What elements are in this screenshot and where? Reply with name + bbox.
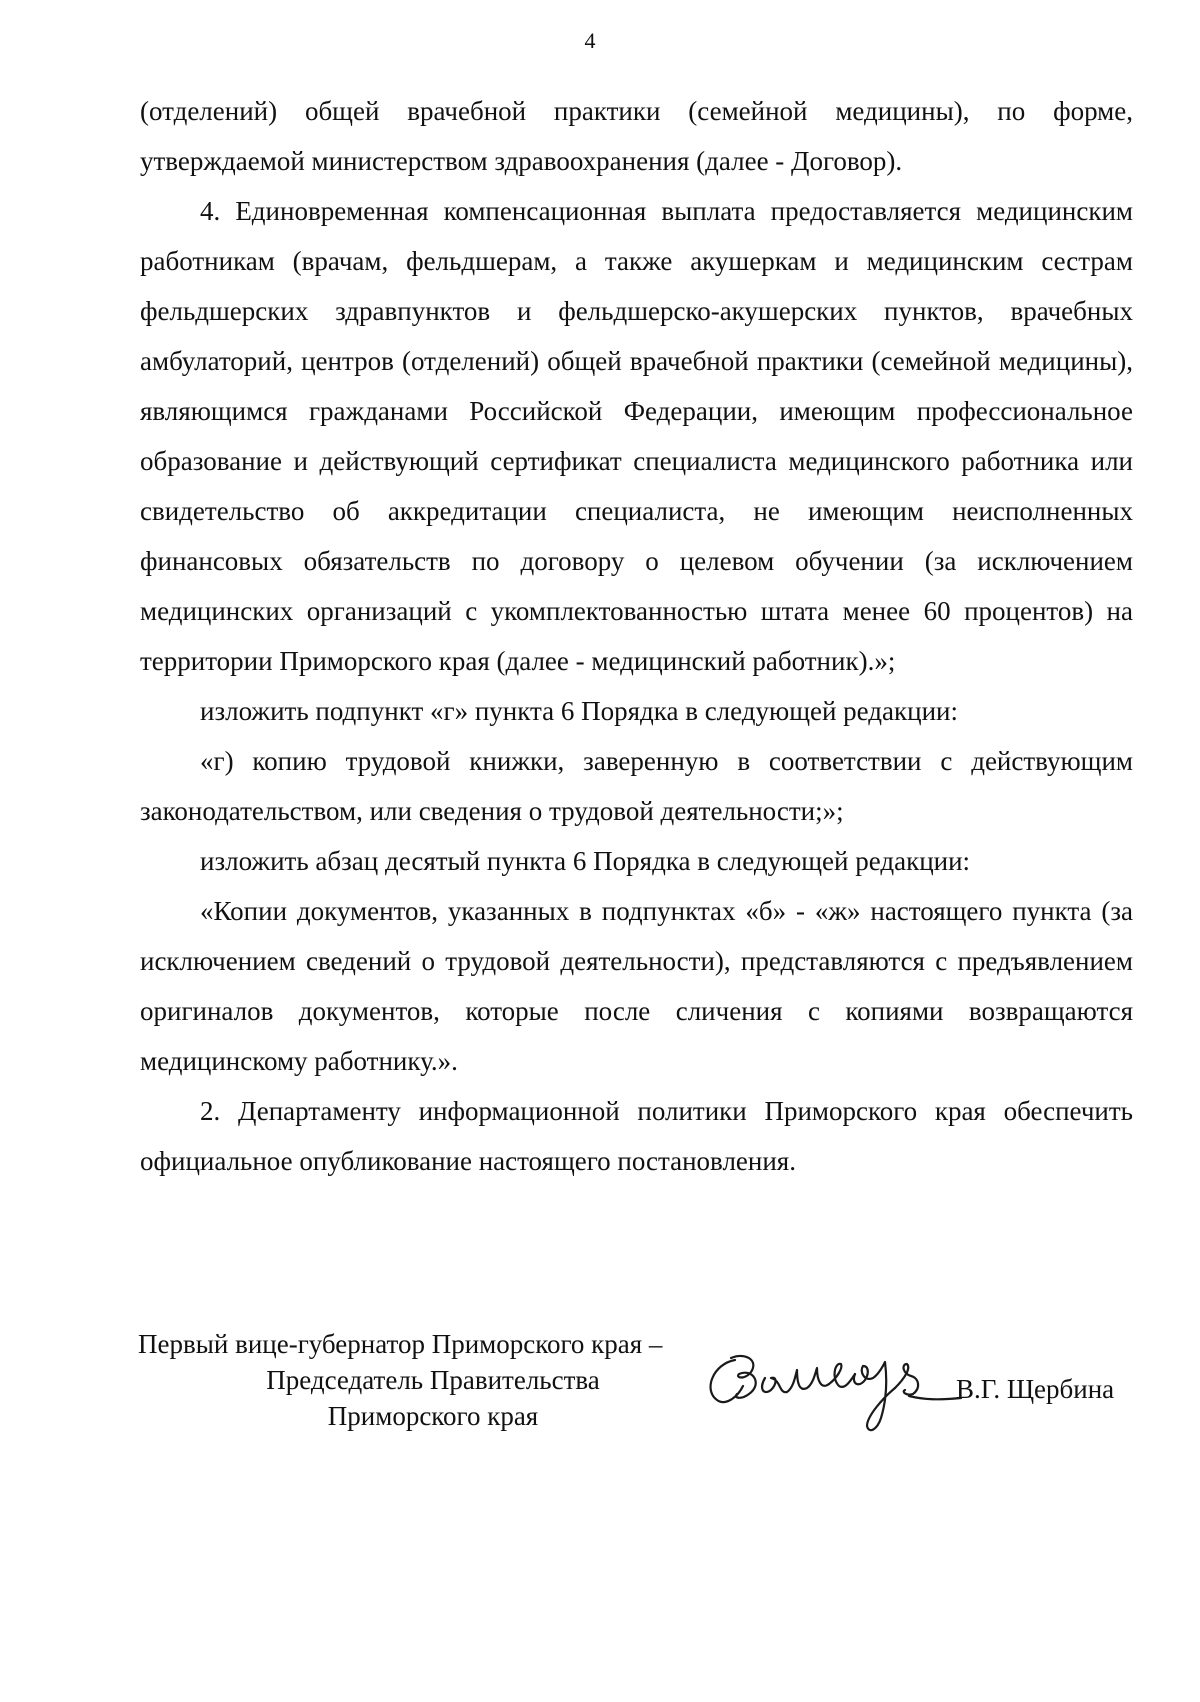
- paragraph-5: изложить абзац десятый пункта 6 Порядка в следующей редакции:: [200, 846, 971, 876]
- signatory-title-line-3: Приморского края: [327, 1401, 539, 1431]
- page-number: 4: [584, 28, 596, 53]
- paragraph-6: «Копии документов, указанных в подпунктах «б» - «ж» настоящего пункта (за исключением сведений о трудовой деятельности), представляются с предъявлением оригиналов документов, которые после сличения с копиями возвращаются медицинскому работнику.».: [140, 896, 1133, 1076]
- paragraph-3: изложить подпункт «г» пункта 6 Порядка в следующей редакции:: [200, 696, 958, 726]
- paragraph-7: 2. Департаменту информационной политики Приморского края обеспечить официальное опубликование настоящего постановления.: [140, 1096, 1133, 1176]
- signatory-title-line-1: Первый вице-губернатор Приморского края –: [138, 1329, 663, 1359]
- signatory-name: В.Г. Щербина: [956, 1374, 1115, 1404]
- paragraph-4: «г) копию трудовой книжки, заверенную в соответствии с действующим законодательством, или сведения о трудовой деятельности;»;: [140, 746, 1133, 826]
- signatory-title: [138, 1326, 728, 1434]
- paragraph-2: 4. Единовременная компенсационная выплата предоставляется медицинским работникам (врачам, фельдшерам, а также акушеркам и медицинским сестрам фельдшерских здравпунктов и фельдшерско-акушерских пунктов, врачебных амбулаторий, центров (отделений) общей врачебной практики (семейной медицины), являющимся гражданами Российской Федерации, имеющим профессиональное образование и действующий сертификат специалиста медицинского работника или свидетельство об аккредитации специалиста, не имеющим неисполненных финансовых обязательств по договору о целевом обучении (за исключением медицинских организаций с укомплектованностью штата менее 60 процентов) на территории Приморского края (далее - медицинский работник).»;: [140, 196, 1133, 676]
- paragraph-1: (отделений) общей врачебной практики (семейной медицины), по форме, утверждаемой министерством здравоохранения (далее - Договор).: [140, 96, 1133, 176]
- signatory-title-line-2: Председатель Правительства: [266, 1365, 600, 1395]
- document-body: [140, 86, 1133, 1186]
- signature-block: [138, 1326, 1138, 1446]
